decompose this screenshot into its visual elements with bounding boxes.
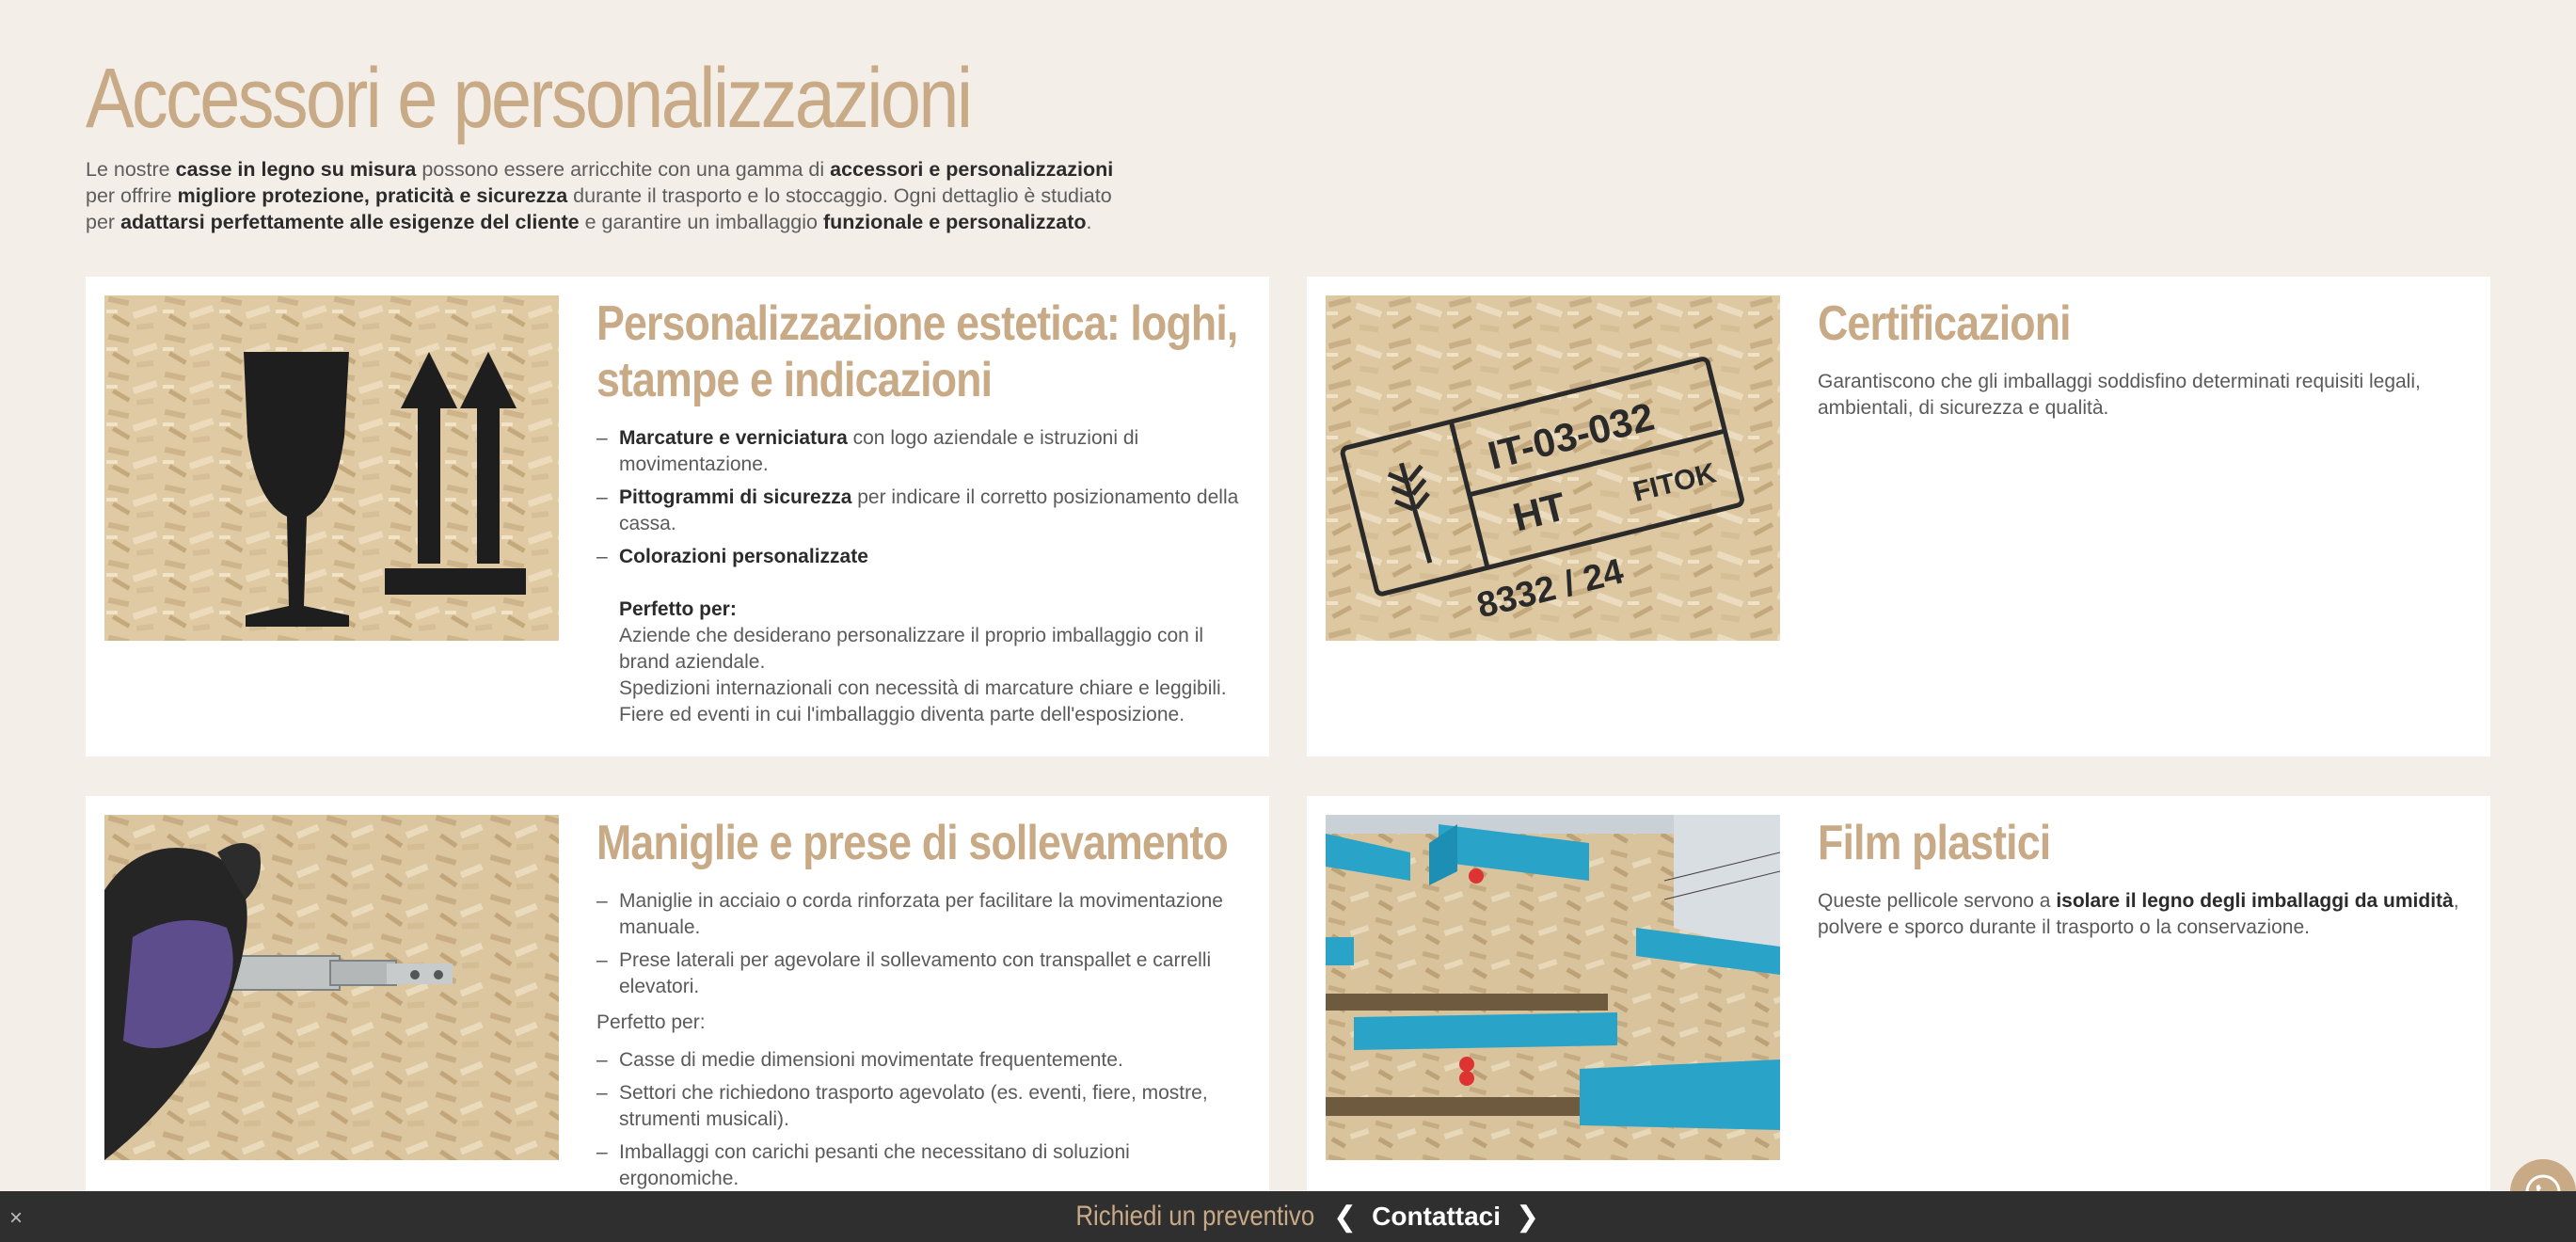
perfetto-line: Aziende che desiderano personalizzare il proprio imballaggio con il brand aziendale. [619, 625, 1204, 673]
card-film-plastici [1307, 796, 2490, 1242]
list-item: – Prese laterali per agevolare il sollevamento con transpallet e carrelli elevatori. [596, 947, 1250, 1000]
perfetto-list [596, 1047, 1250, 1192]
card-personalizzazione-estetica [86, 277, 1269, 756]
card-title: Maniglie e prese di sollevamento [596, 816, 1228, 870]
card-text: Queste pellicole servono a isolare il legno degli imballaggi da umidità, polvere e sporco durante il trasporto o la conservazione. [1818, 890, 2459, 938]
card-body [1818, 295, 2472, 422]
card-maniglie [86, 796, 1269, 1242]
card-certificazioni [1307, 277, 2490, 756]
stamp-number: 8332 / 24 [1472, 551, 1628, 627]
page-title: Accessori e personalizzazioni [86, 52, 971, 146]
card-body [596, 815, 1250, 1199]
plastic-film-crates-image [1326, 815, 1780, 1160]
perfetto-label: Perfetto per: [619, 598, 737, 620]
stamp-side: FITOK [1630, 457, 1720, 508]
card-body [596, 295, 1250, 728]
perfetto-section [596, 597, 1250, 728]
close-icon[interactable]: × [8, 1205, 23, 1231]
contact-link[interactable] [1333, 1201, 1539, 1234]
handle-image [104, 815, 559, 1160]
chevron-right-icon: ❯ [1516, 1201, 1540, 1233]
list-item: – Settori che richiedono trasporto agevolato (es. eventi, fiere, mostre, strumenti musicali). [596, 1080, 1250, 1133]
list-item: – Colorazioni personalizzate [596, 544, 1250, 570]
card-title: Personalizzazione estetica: loghi, stampe e indicazioni [596, 296, 1238, 407]
chevron-left-icon: ❮ [1332, 1201, 1358, 1233]
stamp-code: IT-03-032 [1483, 393, 1659, 478]
features-list [596, 888, 1250, 1000]
perfetto-line: Fiere ed eventi in cui l'imballaggio diventa parte dell'esposizione. [619, 704, 1185, 725]
list-item: – Imballaggi con carichi pesanti che necessitano di soluzioni ergonomiche. [596, 1139, 1250, 1192]
list-item: – Marcature e verniciatura con logo aziendale e istruzioni di movimentazione. [596, 425, 1250, 478]
perfetto-line: Spedizioni internazionali con necessità di marcature chiare e leggibili. [619, 677, 1227, 699]
list-item: – Pittogrammi di sicurezza per indicare il corretto posizionamento della cassa. [596, 485, 1250, 537]
card-body [1818, 815, 2472, 941]
card-title: Certificazioni [1818, 296, 2071, 351]
stamp-ht: HT [1508, 484, 1571, 540]
list-item: – Maniglie in acciaio o corda rinforzata per facilitare la movimentazione manuale. [596, 888, 1250, 941]
features-list [596, 425, 1250, 570]
contact-label: Contattaci [1372, 1202, 1502, 1231]
card-text: Garantiscono che gli imballaggi soddisfino determinati requisiti legali, ambientali, di sicurezza e qualità. [1818, 371, 2421, 419]
intro-paragraph: Le nostre casse in legno su misura possono essere arricchite con una gamma di accessori e personalizzazioni per offrire migliore protezione, praticità e sicurezza durante il trasporto e lo stoccaggio. Ogni dettaglio è studiato per adattarsi perfettamente alle esigenze del cliente e garantire un imballaggio funzionale e personalizzato. [86, 158, 1114, 233]
certification-stamp-image [1326, 295, 1780, 641]
card-title: Film plastici [1818, 816, 2051, 870]
perfetto-label: Perfetto per: [596, 1011, 706, 1033]
quote-request-text: Richiedi un preventivo [1075, 1201, 1314, 1232]
fragile-pictograms-image [104, 295, 559, 641]
list-item: – Casse di medie dimensioni movimentate frequentemente. [596, 1047, 1250, 1074]
bottom-cta-bar [0, 1191, 2576, 1242]
